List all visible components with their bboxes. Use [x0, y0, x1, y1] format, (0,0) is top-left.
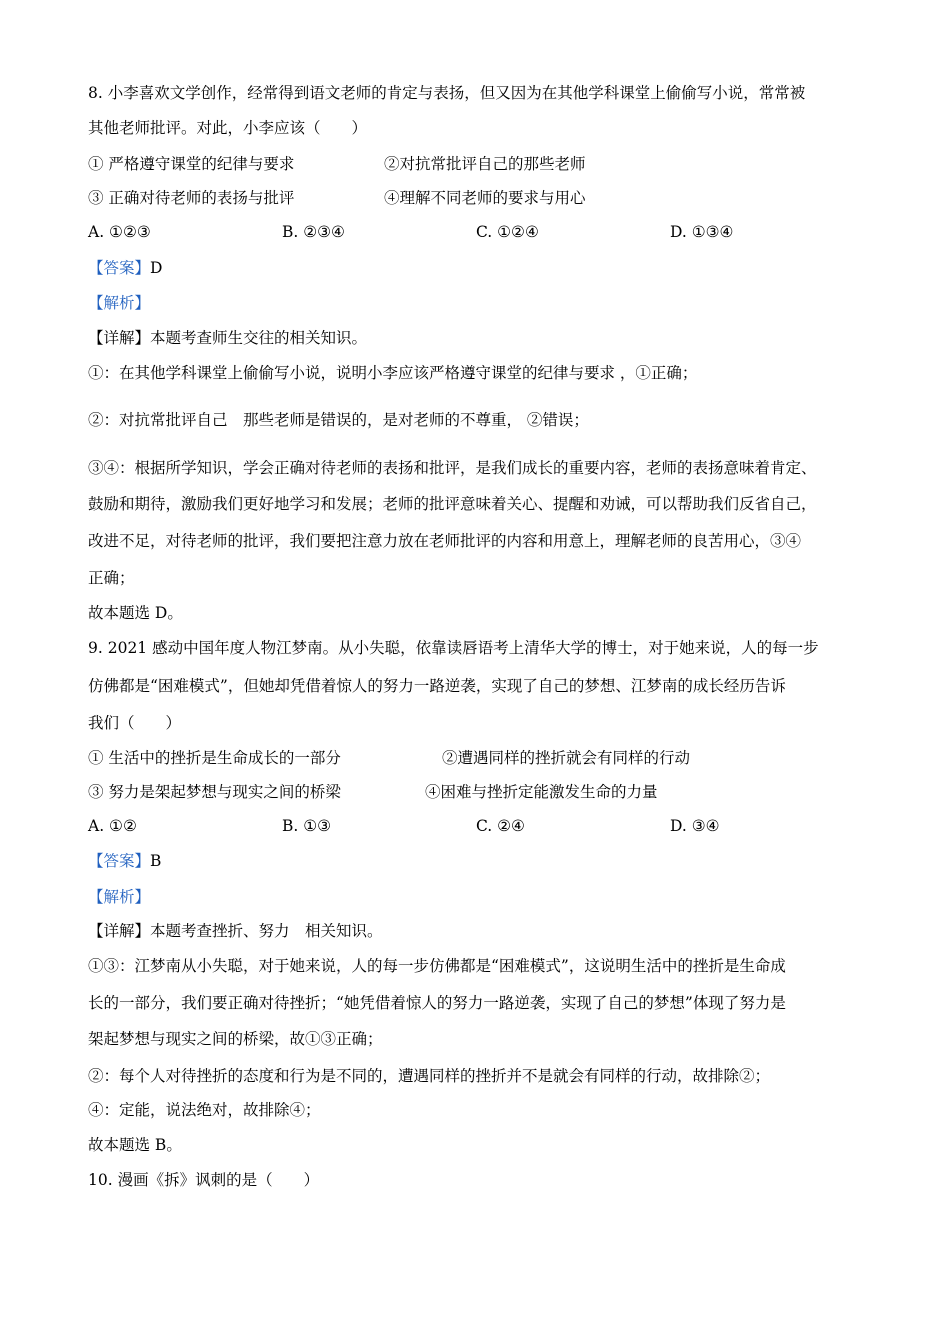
detail-text: 本题考查师生交往的相关知识。 [150, 329, 368, 347]
q9-stem-line2: 仿佛都是“困难模式”，但她却凭借着惊人的努力一路逆袭，实现了自己的梦想、江梦南的成长经历告诉 [88, 677, 786, 695]
q8-explanation-3b: 鼓励和期待，激励我们更好地学习和发展；老师的批评意味着关心、提醒和劝诫，可以帮助我们反省自己， [88, 495, 817, 513]
q9-answer [88, 851, 161, 871]
q9-option-b: B. ①③ [282, 817, 332, 835]
q9-option-c: C. ②④ [476, 817, 525, 835]
q8-option-b: B. ②③④ [282, 223, 345, 241]
q9-explanation-1c: 架起梦想与现实之间的桥梁，故①③正确； [88, 1030, 383, 1048]
q8-analysis-tag: 【解析】 [88, 294, 151, 312]
detail-text: 本题考查挫折、努力 相关知识。 [150, 922, 383, 940]
q8-explanation-3c: 改进不足，对待老师的批评，我们要把注意力放在老师批评的内容和用意上，理解老师的良苦用心，③④ [88, 532, 802, 550]
q8-stem-line1: 8. 小李喜欢文学创作，经常得到语文老师的肯定与表扬，但又因为在其他学科课堂上偷偷写小说，常常被 [88, 84, 806, 102]
q8-explanation-2: ②：对抗常批评自己 那些老师是错误的，是对老师的不尊重， ②错误； [88, 411, 589, 429]
q9-detail [88, 921, 383, 941]
q9-explanation-1a: ①③：江梦南从小失聪，对于她来说，人的每一步仿佛都是“困难模式”，这说明生活中的挫折是生命成 [88, 957, 786, 975]
q9-choice-3: ③ 努力是架起梦想与现实之间的桥梁 [88, 783, 341, 801]
q9-stem-line1: 9. 2021 感动中国年度人物江梦南。从小失聪，依靠读唇语考上清华大学的博士，对于她来说，人的每一步 [88, 639, 819, 657]
detail-tag: 【详解】 [88, 329, 151, 347]
q8-explanation-3d: 正确； [88, 569, 135, 587]
q9-analysis-tag: 【解析】 [88, 888, 151, 906]
answer-value: D [150, 259, 163, 277]
q9-choice-1: ① 生活中的挫折是生命成长的一部分 [88, 749, 341, 767]
q8-option-c: C. ①②④ [476, 223, 539, 241]
answer-tag: 【答案】 [88, 259, 151, 277]
answer-tag: 【答案】 [88, 852, 151, 870]
q8-choice-3: ③ 正确对待老师的表扬与批评 [88, 189, 295, 207]
answer-value: B [150, 852, 162, 870]
detail-tag: 【详解】 [88, 922, 151, 940]
q8-choice-4: ④理解不同老师的要求与用心 [384, 189, 586, 207]
q8-choice-1: ① 严格遵守课堂的纪律与要求 [88, 155, 295, 173]
q9-choice-2: ②遭遇同样的挫折就会有同样的行动 [442, 749, 691, 767]
q9-explanation-3: ④：定能，说法绝对，故排除④； [88, 1101, 321, 1119]
q8-detail [88, 328, 367, 348]
q8-explanation-1: ①：在其他学科课堂上偷偷写小说，说明小李应该严格遵守课堂的纪律与要求 ，①正确； [88, 364, 698, 382]
q8-choice-2: ②对抗常批评自己的那些老师 [384, 155, 586, 173]
q9-explanation-2: ②：每个人对待挫折的态度和行为是不同的，遭遇同样的挫折并不是就会有同样的行动，故排除②； [88, 1067, 771, 1085]
q8-answer [88, 258, 162, 278]
q10-stem: 10. 漫画《拆》讽刺的是（ ） [88, 1171, 320, 1189]
q9-choice-4: ④困难与挫折定能激发生命的力量 [425, 783, 658, 801]
q8-explanation-3a: ③④：根据所学知识，学会正确对待老师的表扬和批评，是我们成长的重要内容，老师的表扬意味着肯定、 [88, 459, 817, 477]
q8-option-a: A. ①②③ [88, 223, 151, 241]
q9-option-d: D. ③④ [670, 817, 720, 835]
q9-option-a: A. ①② [88, 817, 137, 835]
q9-conclusion: 故本题选 B。 [88, 1136, 182, 1154]
q9-stem-line3: 我们（ ） [88, 714, 182, 732]
q9-explanation-1b: 长的一部分，我们要正确对待挫折；“她凭借着惊人的努力一路逆袭，实现了自己的梦想”体现了努力是 [88, 994, 786, 1012]
q8-stem-line2: 其他老师批评。对此，小李应该（ ） [88, 119, 368, 137]
q8-option-d: D. ①③④ [670, 223, 734, 241]
q8-conclusion: 故本题选 D。 [88, 604, 183, 622]
